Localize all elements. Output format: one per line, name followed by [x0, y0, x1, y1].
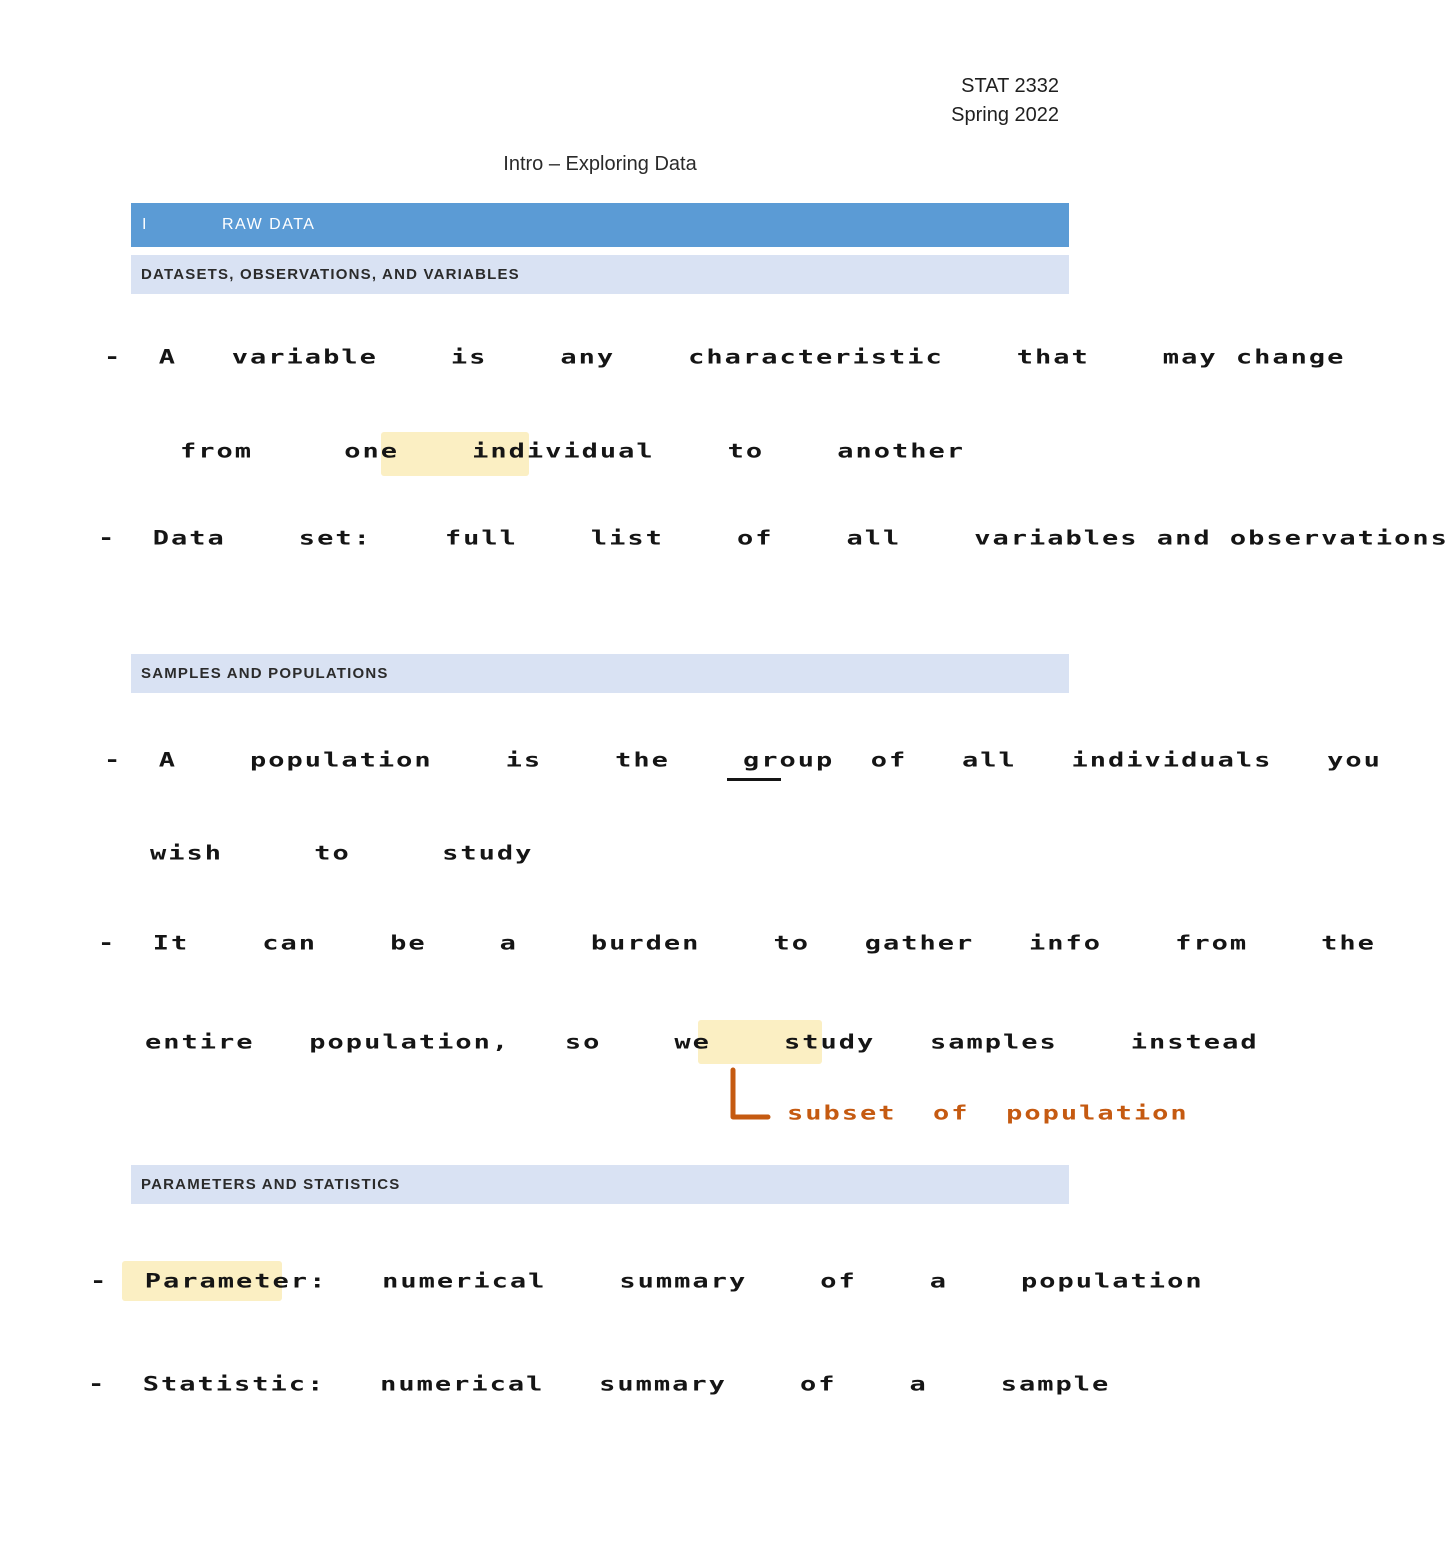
- note-burden-line2: entire population, so we study samples instead: [145, 1031, 1259, 1054]
- subsection-header-parameters: PARAMETERS AND STATISTICS: [131, 1165, 1069, 1204]
- note-population-line1: - A population is the group of all individuals you: [104, 749, 1382, 772]
- course-term: Spring 2022: [951, 104, 1059, 126]
- document-title: Intro – Exploring Data: [503, 153, 697, 175]
- note-parameter: - Parameter: numerical summary of a population: [90, 1270, 1204, 1293]
- course-code: STAT 2332: [961, 75, 1059, 97]
- section-number: I: [142, 216, 148, 233]
- note-statistic: - Statistic: numerical summary of a sample: [88, 1373, 1111, 1396]
- section-title: RAW DATA: [222, 216, 316, 233]
- note-variable-line2: from one individual to another: [180, 440, 965, 463]
- subsection-header-samples: SAMPLES AND POPULATIONS: [131, 654, 1069, 693]
- note-variable-line1: - A variable is any characteristic that may change: [104, 346, 1346, 369]
- note-dataset: - Data set: full list of all variables and observations: [98, 527, 1449, 550]
- subsection-header-datasets: DATASETS, OBSERVATIONS, AND VARIABLES: [131, 255, 1069, 294]
- annotation-subset: subset of population: [787, 1102, 1189, 1125]
- note-population-line2: wish to study: [150, 842, 534, 865]
- note-burden-line1: - It can be a burden to gather info from the: [98, 932, 1376, 955]
